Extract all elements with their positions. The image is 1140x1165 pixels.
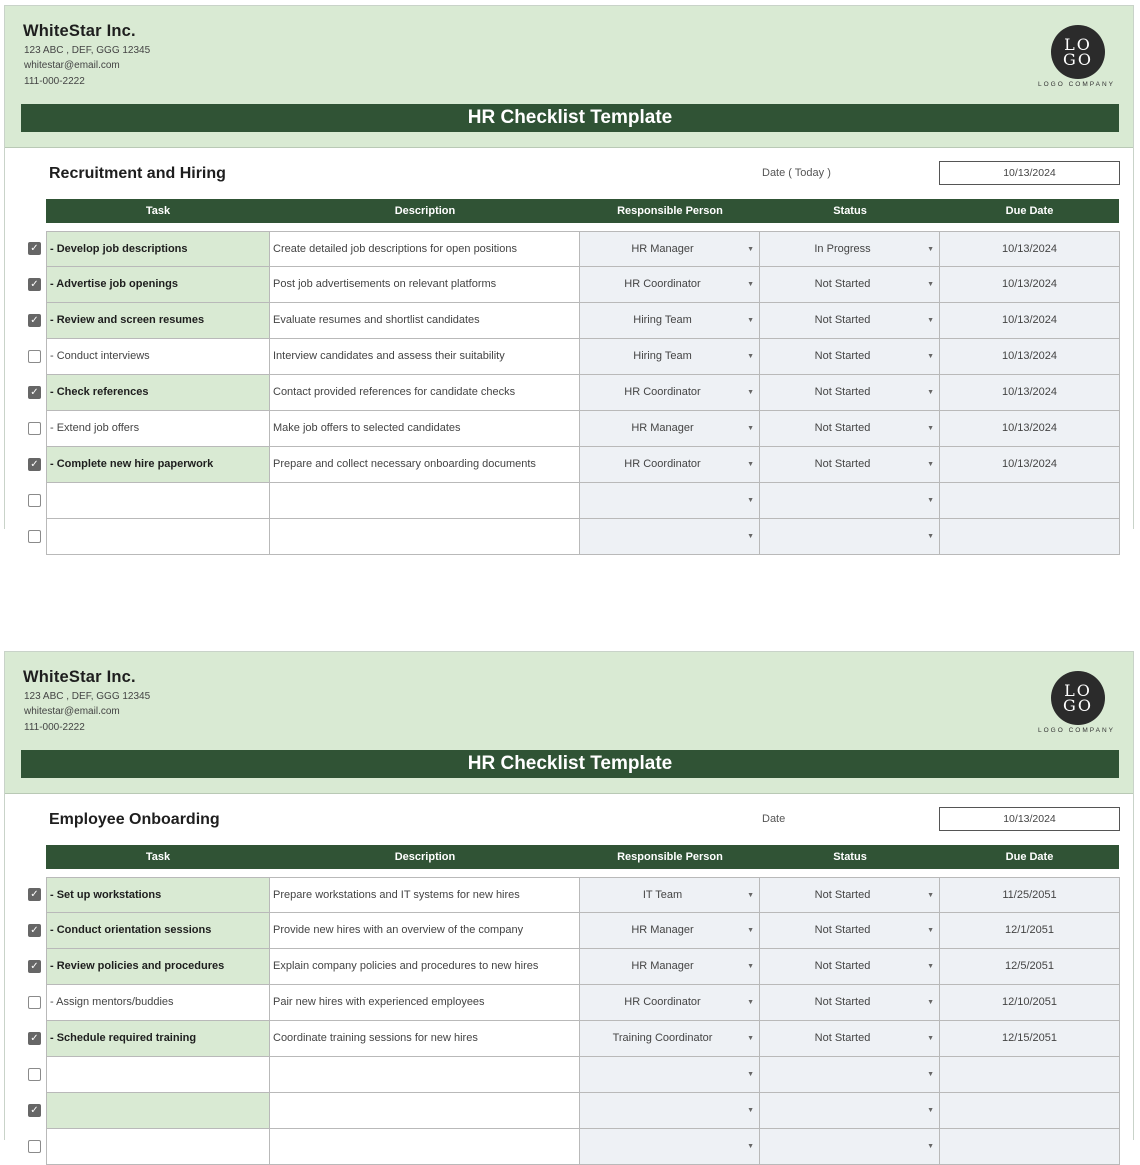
table-row (5, 231, 1133, 267)
dropdown-arrow-icon[interactable]: ▼ (747, 892, 754, 899)
task-checkbox[interactable] (28, 530, 41, 543)
description-cell[interactable]: Create detailed job descriptions for open positions (270, 231, 580, 267)
status-dropdown[interactable] (760, 519, 940, 555)
due-date-cell[interactable] (940, 1129, 1120, 1165)
table-row (5, 1057, 1133, 1093)
status-dropdown[interactable] (760, 1093, 940, 1129)
dropdown-arrow-icon[interactable]: ▼ (747, 1035, 754, 1042)
task-cell[interactable]: - Extend job offers (46, 411, 270, 447)
dropdown-arrow-icon[interactable]: ▼ (747, 353, 754, 360)
logo-text-bottom: GO (1063, 696, 1093, 715)
dropdown-arrow-icon[interactable]: ▼ (927, 1143, 934, 1150)
status-dropdown[interactable] (760, 303, 940, 339)
task-checkbox[interactable] (28, 1140, 41, 1153)
due-date-cell[interactable]: 12/5/2051 (940, 949, 1120, 985)
responsible-dropdown[interactable] (580, 375, 760, 411)
status-value: Not Started (814, 386, 871, 398)
responsible-value: HR Manager (631, 422, 694, 434)
company-phone: 111-000-2222 (24, 76, 85, 87)
due-date-cell[interactable]: 12/1/2051 (940, 913, 1120, 949)
responsible-value: HR Coordinator (624, 278, 701, 290)
status-value: Not Started (814, 996, 871, 1008)
table-header (46, 845, 1119, 869)
task-checkbox[interactable]: ✓ (28, 924, 41, 937)
table-row (5, 267, 1133, 303)
dropdown-arrow-icon[interactable]: ▼ (747, 1107, 754, 1114)
status-value: Not Started (814, 889, 871, 901)
task-cell[interactable] (46, 483, 270, 519)
description-cell[interactable]: Prepare workstations and IT systems for new hires (270, 877, 580, 913)
responsible-dropdown[interactable] (580, 1021, 760, 1057)
responsible-dropdown[interactable] (580, 1057, 760, 1093)
logo-text-bottom: GO (1063, 50, 1093, 69)
due-date-cell[interactable] (940, 1093, 1120, 1129)
task-cell[interactable]: - Check references (46, 375, 270, 411)
task-checkbox[interactable]: ✓ (28, 386, 41, 399)
dropdown-arrow-icon[interactable]: ▼ (927, 1035, 934, 1042)
description-cell[interactable] (270, 1057, 580, 1093)
dropdown-arrow-icon[interactable]: ▼ (927, 246, 934, 253)
responsible-value: HR Manager (631, 924, 694, 936)
status-value: Not Started (814, 422, 871, 434)
status-value: Not Started (814, 350, 871, 362)
task-checkbox[interactable] (28, 1068, 41, 1081)
col-description: Description (394, 205, 456, 217)
due-date-cell[interactable]: 12/10/2051 (940, 985, 1120, 1021)
due-date-cell[interactable]: 10/13/2024 (940, 375, 1120, 411)
logo-text-top: LO (1064, 35, 1092, 54)
dropdown-arrow-icon[interactable]: ▼ (747, 246, 754, 253)
task-cell[interactable] (46, 1129, 270, 1165)
responsible-value: HR Coordinator (624, 386, 701, 398)
task-cell[interactable]: - Review and screen resumes (46, 303, 270, 339)
responsible-value: HR Manager (631, 960, 694, 972)
task-checkbox[interactable]: ✓ (28, 960, 41, 973)
due-date-cell[interactable]: 10/13/2024 (940, 231, 1120, 267)
task-checkbox[interactable]: ✓ (28, 1032, 41, 1045)
task-checkbox[interactable]: ✓ (28, 1104, 41, 1117)
responsible-dropdown[interactable] (580, 267, 760, 303)
responsible-dropdown[interactable] (580, 913, 760, 949)
dropdown-arrow-icon[interactable]: ▼ (747, 999, 754, 1006)
logo-text-top: LO (1064, 681, 1092, 700)
table-row (5, 985, 1133, 1021)
task-cell[interactable] (46, 1093, 270, 1129)
sheet-recruitment (4, 5, 1134, 540)
table-row (5, 447, 1133, 483)
due-date-cell[interactable]: 10/13/2024 (940, 339, 1120, 375)
status-value: Not Started (814, 960, 871, 972)
status-dropdown[interactable] (760, 1129, 940, 1165)
dropdown-arrow-icon[interactable]: ▼ (747, 1071, 754, 1078)
due-date-cell[interactable]: 10/13/2024 (940, 447, 1120, 483)
responsible-value: Hiring Team (633, 314, 692, 326)
description-cell[interactable]: Evaluate resumes and shortlist candidates (270, 303, 580, 339)
task-checkbox[interactable]: ✓ (28, 314, 41, 327)
company-address: 123 ABC , DEF, GGG 12345 (24, 691, 151, 702)
task-checkbox[interactable] (28, 996, 41, 1009)
status-dropdown[interactable] (760, 877, 940, 913)
status-dropdown[interactable] (760, 375, 940, 411)
dropdown-arrow-icon[interactable]: ▼ (927, 533, 934, 540)
task-cell[interactable]: - Develop job descriptions (46, 231, 270, 267)
description-cell[interactable]: Explain company policies and procedures to new hires (270, 949, 580, 985)
table-header (46, 199, 1119, 223)
dropdown-arrow-icon[interactable]: ▼ (927, 281, 934, 288)
page-title: HR Checklist Template (21, 750, 1119, 778)
dropdown-arrow-icon[interactable]: ▼ (927, 1071, 934, 1078)
date-label: Date (762, 813, 786, 825)
task-cell[interactable]: - Set up workstations (46, 877, 270, 913)
header-band (5, 6, 1133, 148)
dropdown-arrow-icon[interactable]: ▼ (927, 999, 934, 1006)
dropdown-arrow-icon[interactable]: ▼ (927, 389, 934, 396)
dropdown-arrow-icon[interactable]: ▼ (747, 461, 754, 468)
dropdown-arrow-icon[interactable]: ▼ (927, 1107, 934, 1114)
logo-icon (1051, 25, 1105, 79)
col-description: Description (394, 851, 456, 863)
dropdown-arrow-icon[interactable]: ▼ (747, 389, 754, 396)
table-row (5, 1129, 1133, 1165)
table-row (5, 519, 1133, 555)
status-dropdown[interactable] (760, 231, 940, 267)
col-responsible: Responsible Person (617, 205, 723, 217)
task-table (5, 877, 1133, 1165)
status-dropdown[interactable] (760, 985, 940, 1021)
dropdown-arrow-icon[interactable]: ▼ (747, 317, 754, 324)
col-task: Task (145, 851, 171, 863)
table-row (5, 949, 1133, 985)
col-task: Task (145, 205, 171, 217)
status-value: Not Started (814, 278, 871, 290)
status-dropdown[interactable] (760, 1021, 940, 1057)
responsible-dropdown[interactable] (580, 519, 760, 555)
date-field[interactable]: 10/13/2024 (939, 161, 1120, 185)
col-status: Status (833, 851, 867, 863)
status-dropdown[interactable] (760, 411, 940, 447)
task-table (5, 231, 1133, 555)
responsible-value: HR Coordinator (624, 996, 701, 1008)
responsible-dropdown[interactable] (580, 231, 760, 267)
responsible-value: HR Coordinator (624, 458, 701, 470)
description-cell[interactable]: Make job offers to selected candidates (270, 411, 580, 447)
status-dropdown[interactable] (760, 913, 940, 949)
task-checkbox[interactable] (28, 350, 41, 363)
logo-icon (1051, 671, 1105, 725)
responsible-dropdown[interactable] (580, 985, 760, 1021)
responsible-dropdown[interactable] (580, 411, 760, 447)
status-dropdown[interactable] (760, 483, 940, 519)
logo-caption: LOGO COMPANY (1038, 81, 1115, 88)
description-cell[interactable] (270, 483, 580, 519)
task-checkbox[interactable]: ✓ (28, 888, 41, 901)
responsible-value: Training Coordinator (612, 1032, 713, 1044)
responsible-dropdown[interactable] (580, 483, 760, 519)
section-title: Recruitment and Hiring (49, 165, 226, 182)
table-row (5, 375, 1133, 411)
status-dropdown[interactable] (760, 267, 940, 303)
dropdown-arrow-icon[interactable]: ▼ (747, 963, 754, 970)
due-date-cell[interactable]: 10/13/2024 (940, 411, 1120, 447)
task-checkbox[interactable]: ✓ (28, 278, 41, 291)
responsible-dropdown[interactable] (580, 1129, 760, 1165)
responsible-dropdown[interactable] (580, 1093, 760, 1129)
due-date-cell[interactable] (940, 483, 1120, 519)
task-cell[interactable]: - Assign mentors/buddies (46, 985, 270, 1021)
task-checkbox[interactable] (28, 494, 41, 507)
table-row (5, 877, 1133, 913)
task-checkbox[interactable] (28, 422, 41, 435)
responsible-value: IT Team (642, 889, 683, 901)
status-dropdown[interactable] (760, 949, 940, 985)
status-value: Not Started (814, 458, 871, 470)
col-responsible: Responsible Person (617, 851, 723, 863)
company-address: 123 ABC , DEF, GGG 12345 (24, 45, 151, 56)
task-cell[interactable] (46, 1057, 270, 1093)
dropdown-arrow-icon[interactable]: ▼ (927, 425, 934, 432)
dropdown-arrow-icon[interactable]: ▼ (927, 317, 934, 324)
page-title: HR Checklist Template (21, 104, 1119, 132)
dropdown-arrow-icon[interactable]: ▼ (927, 892, 934, 899)
company-email: whitestar@email.com (24, 60, 120, 71)
dropdown-arrow-icon[interactable]: ▼ (747, 1143, 754, 1150)
col-status: Status (833, 205, 867, 217)
task-cell[interactable] (46, 519, 270, 555)
col-due: Due Date (1005, 851, 1054, 863)
company-email: whitestar@email.com (24, 706, 120, 717)
task-cell[interactable]: - Conduct interviews (46, 339, 270, 375)
table-row (5, 411, 1133, 447)
description-cell[interactable]: Contact provided references for candidate checks (270, 375, 580, 411)
due-date-cell[interactable] (940, 1057, 1120, 1093)
dropdown-arrow-icon[interactable]: ▼ (747, 497, 754, 504)
dropdown-arrow-icon[interactable]: ▼ (927, 353, 934, 360)
table-row (5, 483, 1133, 519)
table-row (5, 1021, 1133, 1057)
sheet-onboarding (4, 651, 1134, 1150)
description-cell[interactable]: Prepare and collect necessary onboarding documents (270, 447, 580, 483)
dropdown-arrow-icon[interactable]: ▼ (927, 963, 934, 970)
description-cell[interactable]: Pair new hires with experienced employees (270, 985, 580, 1021)
responsible-value: HR Manager (631, 243, 694, 255)
description-cell[interactable]: Coordinate training sessions for new hires (270, 1021, 580, 1057)
date-label: Date ( Today ) (762, 167, 831, 179)
table-row (5, 1093, 1133, 1129)
dropdown-arrow-icon[interactable]: ▼ (747, 281, 754, 288)
description-cell[interactable] (270, 1093, 580, 1129)
table-row (5, 913, 1133, 949)
responsible-dropdown[interactable] (580, 877, 760, 913)
status-value: Not Started (814, 1032, 871, 1044)
task-cell[interactable]: - Complete new hire paperwork (46, 447, 270, 483)
status-dropdown[interactable] (760, 339, 940, 375)
status-value: Not Started (814, 314, 871, 326)
task-cell[interactable]: - Schedule required training (46, 1021, 270, 1057)
status-dropdown[interactable] (760, 447, 940, 483)
due-date-cell[interactable]: 10/13/2024 (940, 303, 1120, 339)
description-cell[interactable]: Post job advertisements on relevant platforms (270, 267, 580, 303)
description-cell[interactable] (270, 519, 580, 555)
date-field[interactable]: 10/13/2024 (939, 807, 1120, 831)
dropdown-arrow-icon[interactable]: ▼ (747, 927, 754, 934)
task-checkbox[interactable]: ✓ (28, 458, 41, 471)
due-date-cell[interactable]: 11/25/2051 (940, 877, 1120, 913)
responsible-value: Hiring Team (633, 350, 692, 362)
table-row (5, 303, 1133, 339)
task-cell[interactable]: - Advertise job openings (46, 267, 270, 303)
dropdown-arrow-icon[interactable]: ▼ (927, 927, 934, 934)
dropdown-arrow-icon[interactable]: ▼ (927, 497, 934, 504)
description-cell[interactable] (270, 1129, 580, 1165)
responsible-dropdown[interactable] (580, 949, 760, 985)
table-row (5, 339, 1133, 375)
due-date-cell[interactable]: 10/13/2024 (940, 267, 1120, 303)
col-due: Due Date (1005, 205, 1054, 217)
company-name: WhiteStar Inc. (23, 22, 136, 40)
dropdown-arrow-icon[interactable]: ▼ (747, 425, 754, 432)
responsible-dropdown[interactable] (580, 339, 760, 375)
dropdown-arrow-icon[interactable]: ▼ (747, 533, 754, 540)
status-value: Not Started (814, 924, 871, 936)
description-cell[interactable]: Interview candidates and assess their suitability (270, 339, 580, 375)
status-value: In Progress (814, 243, 871, 255)
task-checkbox[interactable]: ✓ (28, 242, 41, 255)
due-date-cell[interactable]: 12/15/2051 (940, 1021, 1120, 1057)
dropdown-arrow-icon[interactable]: ▼ (927, 461, 934, 468)
company-phone: 111-000-2222 (24, 722, 85, 733)
company-name: WhiteStar Inc. (23, 668, 136, 686)
responsible-dropdown[interactable] (580, 303, 760, 339)
task-cell[interactable]: - Conduct orientation sessions (46, 913, 270, 949)
task-cell[interactable]: - Review policies and procedures (46, 949, 270, 985)
logo-caption: LOGO COMPANY (1038, 727, 1115, 734)
status-dropdown[interactable] (760, 1057, 940, 1093)
section-title: Employee Onboarding (49, 811, 220, 828)
description-cell[interactable]: Provide new hires with an overview of the company (270, 913, 580, 949)
due-date-cell[interactable] (940, 519, 1120, 555)
responsible-dropdown[interactable] (580, 447, 760, 483)
header-band (5, 652, 1133, 794)
